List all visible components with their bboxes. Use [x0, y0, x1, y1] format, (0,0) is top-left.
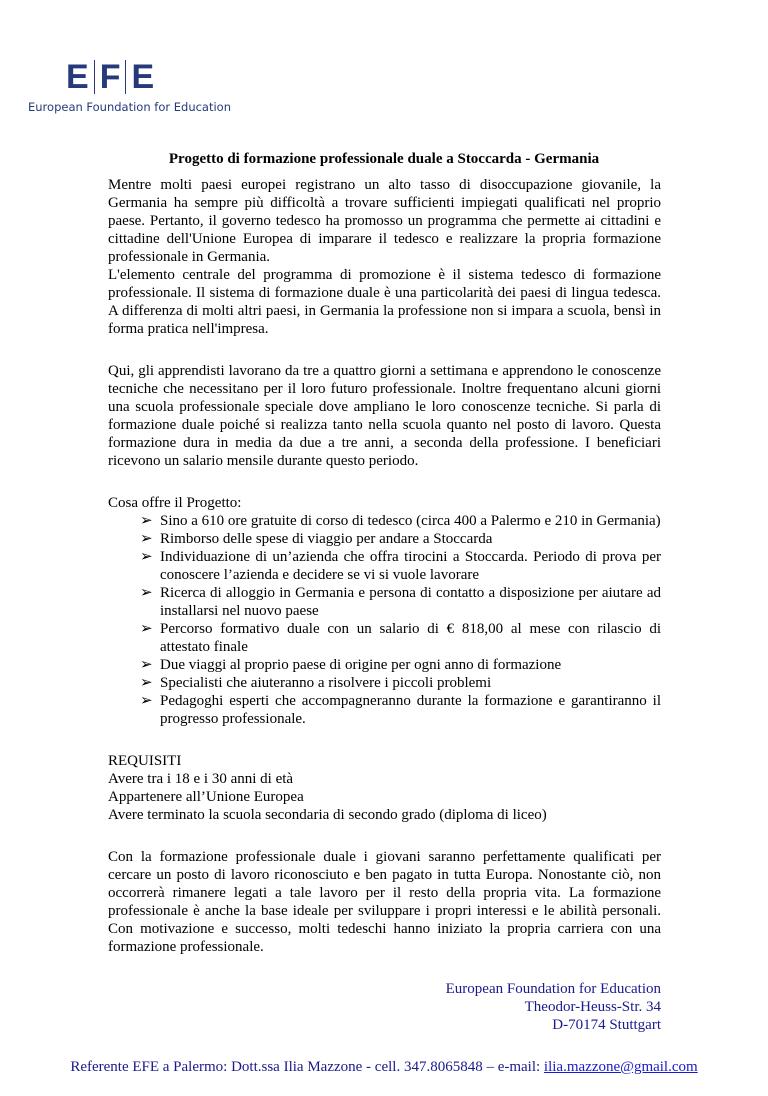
footer-org: European Foundation for Education	[445, 981, 661, 997]
closing-paragraph: Con la formazione professionale duale i giovani saranno perfettamente qualificati per cercare un posto di lavoro riconosciuto e ben pagato in tutta Europa. Nonostante ciò, non occorrerà rimanere legati a tale lavoro per il resto della propria vita. La formazione professionale è anche la base ideale per sviluppare i propri interessi e le abilità personali. Con motivazione e successo, molti tedeschi hanno iniziato la propria carriera con una formazione professionale.	[108, 849, 661, 955]
list-item: ➢ Rimborso delle spese di viaggio per andare a Stoccarda	[140, 531, 493, 547]
logo-tagline: European Foundation for Education	[28, 100, 232, 114]
offer-list	[108, 512, 661, 728]
logo-letter: F	[99, 58, 121, 96]
logo-letter: E	[131, 58, 155, 96]
arrow-bullet-icon: ➢	[140, 621, 153, 637]
arrow-bullet-icon: ➢	[140, 549, 153, 565]
email-link[interactable]: ilia.mazzone@gmail.com	[543, 1059, 698, 1075]
list-item: ➢ Sino a 610 ore gratuite di corso di tedesco (circa 400 a Palermo e 210 in Germania)	[140, 513, 661, 529]
list-item: ➢ Due viaggi al proprio paese di origine per ogni anno di formazione	[140, 657, 562, 673]
requirement-item: Avere terminato la scuola secondaria di secondo grado (diploma di liceo)	[108, 807, 547, 823]
requirement-item: Appartenere all’Unione Europea	[108, 789, 304, 805]
list-item: ➢ Individuazione di un’azienda che offra tirocini a Stoccarda. Periodo di prova per conoscere l’azienda e decidere se vi si vuole lavorare	[140, 549, 661, 583]
document-body	[108, 176, 661, 956]
arrow-bullet-icon: ➢	[140, 531, 153, 547]
arrow-bullet-icon: ➢	[140, 657, 153, 673]
logo-letter: E	[66, 58, 89, 96]
contact-text: Referente EFE a Palermo: Dott.ssa Ilia Mazzone - cell. 347.8065848 – e-mail:	[70, 1059, 544, 1075]
requirement-item: Avere tra i 18 e i 30 anni di età	[108, 771, 294, 787]
list-item: ➢ Specialisti che aiuteranno a risolvere i piccoli problemi	[140, 675, 492, 691]
arrow-bullet-icon: ➢	[140, 675, 153, 691]
contact-line	[0, 1058, 768, 1076]
intro-paragraph: Mentre molti paesi europei registrano un alto tasso di disoccupazione giovanile, la Germania ha sempre più difficoltà a trovare sufficienti impiegati qualificati nel proprio paese. Pertanto, il governo tedesco ha promosso un programma che permette ai cittadini e cittadine dell'Unione Europea di imparare il tedesco e realizzare la propria formazione professionale in Germania.	[108, 177, 661, 265]
list-item: ➢ Ricerca di alloggio in Germania e persona di contatto a disposizione per aiutare ad installarsi nel nuovo paese	[140, 585, 661, 619]
efe-logo	[28, 58, 326, 118]
system-paragraph: L'elemento centrale del programma di promozione è il sistema tedesco di formazione professionale. Il sistema di formazione duale è una particolarità dei paesi di lingua tedesca. A differenza di molti altri paesi, in Germania la professione non si impara a scuola, bensì in forma pratica nell'impresa.	[108, 267, 661, 337]
document-title: Progetto di formazione professionale duale a Stoccarda - Germania	[168, 151, 600, 167]
footer-city: D-70174 Stuttgart	[552, 1017, 661, 1033]
list-item: ➢ Pedagoghi esperti che accompagneranno durante la formazione e garantiranno il progresso professionale.	[140, 693, 661, 727]
list-item: ➢ Percorso formativo duale con un salario di € 818,00 al mese con rilascio di attestato finale	[140, 621, 661, 655]
requirements-heading: REQUISITI	[108, 753, 182, 769]
address-block	[0, 980, 661, 1034]
arrow-bullet-icon: ➢	[140, 585, 153, 601]
arrow-bullet-icon: ➢	[140, 513, 153, 529]
offer-heading: Cosa offre il Progetto:	[108, 495, 242, 511]
arrow-bullet-icon: ➢	[140, 693, 153, 709]
apprentices-paragraph: Qui, gli apprendisti lavorano da tre a quattro giorni a settimana e apprendono le conoscenze tecniche che necessitano per il loro futuro professionale. Inoltre frequentano alcuni giorni una scuola professionale speciale dove ampliano le loro conoscenze tecniche. Si parla di formazione duale poiché si realizza tanto nella scuola quanto nel posto di lavoro. Questa formazione dura in media da due a tre anni, a seconda della professione. I beneficiari ricevono un salario mensile durante questo periodo.	[108, 363, 661, 469]
footer-street: Theodor-Heuss-Str. 34	[524, 999, 661, 1015]
